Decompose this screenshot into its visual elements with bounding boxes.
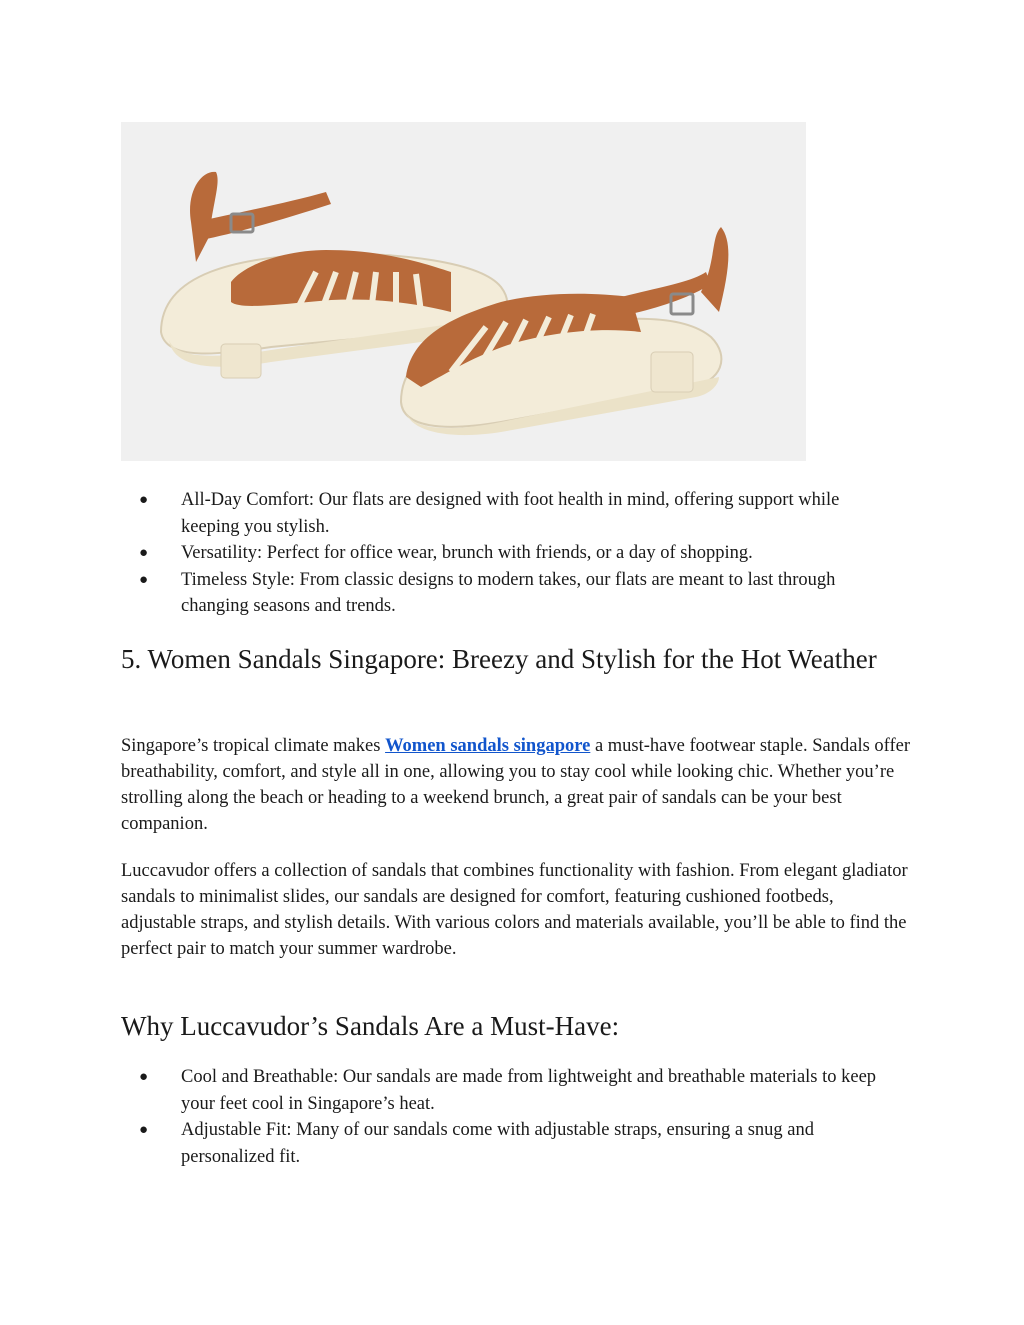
list-item-text: Cool and Breathable: Our sandals are made from lightweight and breathable materials to keep your feet cool in Singapore’s heat.	[181, 1067, 877, 1114]
sandals-intro-paragraph	[121, 733, 911, 837]
bullet-icon: ●	[139, 545, 149, 561]
list-item-text: Versatility: Perfect for office wear, brunch with friends, or a day of shopping.	[181, 543, 753, 563]
list-item	[0, 540, 901, 567]
bullet-icon: ●	[139, 1122, 149, 1138]
list-item-text: All-Day Comfort: Our flats are designed with foot health in mind, offering support while keeping you stylish.	[181, 490, 840, 537]
section-heading-why: Why Luccavudor’s Sandals Are a Must-Have:	[121, 1011, 620, 1041]
bullet-icon: ●	[139, 571, 149, 588]
list-item	[0, 1117, 901, 1170]
paragraph-text: Singapore’s tropical climate makes	[121, 736, 386, 756]
section-heading-sandals: 5. Women Sandals Singapore: Breezy and Stylish for the Hot Weather	[121, 644, 877, 674]
list-item-text: Adjustable Fit: Many of our sandals come with adjustable straps, ensuring a snug and personalized fit.	[181, 1120, 815, 1167]
flats-benefits-list	[0, 487, 1024, 620]
list-item-text: Timeless Style: From classic designs to modern takes, our flats are meant to last through changing seasons and trends.	[181, 569, 836, 616]
sandals-benefits-list	[0, 1064, 1024, 1170]
paragraph-text: a must-have footwear staple. Sandals offer breathability, comfort, and style all in one, allowing you to stay cool while looking chic. Whether you’re strolling along the beach or heading to a weekend brunch, a great pair of sandals can be your best companion.	[121, 736, 911, 834]
bullet-icon: ●	[139, 492, 149, 508]
bullet-icon: ●	[139, 1069, 149, 1085]
list-item	[0, 567, 901, 620]
sandals-collection-paragraph: Luccavudor offers a collection of sandals that combines functionality with fashion. From elegant gladiator sandals to minimalist slides, our sandals are designed for comfort, featuring cushioned footbeds, adjustable straps, and stylish details. With various colors and materials available, you’ll be able to find the perfect pair to match your summer wardrobe.	[121, 861, 908, 959]
list-item	[0, 1064, 901, 1117]
sandals-product-image	[121, 122, 806, 461]
list-item	[0, 487, 901, 540]
women-sandals-link[interactable]: Women sandals singapore	[385, 736, 591, 756]
